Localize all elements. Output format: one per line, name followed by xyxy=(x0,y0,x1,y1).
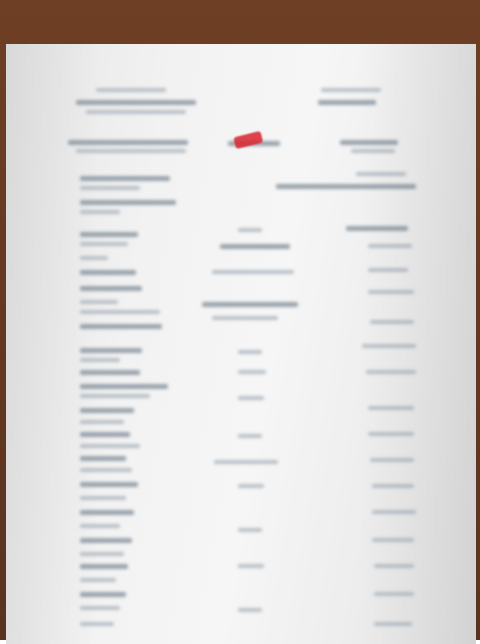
body-line xyxy=(372,538,414,542)
body-line xyxy=(372,510,416,514)
body-line xyxy=(362,344,416,348)
body-line xyxy=(80,496,126,500)
body-line xyxy=(80,468,132,472)
header-left-line xyxy=(96,88,166,92)
body-line xyxy=(238,484,264,488)
body-line xyxy=(366,370,416,374)
logo-mark xyxy=(233,131,263,149)
subheader-left xyxy=(68,140,188,145)
body-line xyxy=(80,200,176,205)
body-line xyxy=(80,300,118,304)
body-line xyxy=(80,256,108,260)
subheader-right xyxy=(340,140,398,145)
body-line xyxy=(374,622,412,626)
body-line xyxy=(80,384,168,389)
body-line xyxy=(374,564,414,568)
body-line xyxy=(370,458,414,462)
body-line xyxy=(80,176,170,181)
header-left-line xyxy=(76,100,196,105)
body-line xyxy=(238,396,264,400)
body-line xyxy=(80,578,116,582)
body-line xyxy=(372,484,414,488)
body-line xyxy=(368,268,408,272)
body-line xyxy=(202,302,298,307)
body-line xyxy=(80,622,114,626)
body-line xyxy=(80,310,160,314)
printed-document-page xyxy=(6,44,476,644)
body-line xyxy=(212,316,278,320)
body-line xyxy=(238,434,262,438)
body-line xyxy=(368,432,414,436)
body-line xyxy=(276,184,416,189)
body-line xyxy=(80,324,162,329)
body-line xyxy=(80,552,124,556)
body-line xyxy=(80,358,120,362)
body-line xyxy=(80,186,140,190)
body-line xyxy=(346,226,408,231)
header-right-line xyxy=(318,100,376,105)
body-line xyxy=(238,528,262,532)
body-line xyxy=(80,432,130,437)
body-line xyxy=(220,244,290,249)
subheader-right xyxy=(351,149,395,153)
body-line xyxy=(80,524,120,528)
red-brand-logo-icon xyxy=(232,127,264,151)
body-line xyxy=(80,564,128,569)
body-line xyxy=(80,420,124,424)
body-line xyxy=(368,290,414,294)
body-line xyxy=(80,242,128,246)
body-line xyxy=(238,608,262,612)
body-line xyxy=(374,592,414,596)
body-line xyxy=(80,592,126,597)
body-line xyxy=(80,270,136,275)
body-line xyxy=(238,564,264,568)
body-line xyxy=(214,460,278,464)
header-left-line xyxy=(86,110,186,114)
body-line xyxy=(80,408,134,413)
body-line xyxy=(80,482,138,487)
body-line xyxy=(80,232,138,237)
subheader-left xyxy=(76,149,186,153)
body-line xyxy=(80,370,140,375)
body-line xyxy=(80,538,132,543)
body-line xyxy=(238,228,262,232)
body-line xyxy=(212,270,294,274)
body-line xyxy=(238,350,262,354)
body-line xyxy=(80,348,142,353)
body-line xyxy=(80,510,134,515)
body-line xyxy=(80,444,140,448)
body-line xyxy=(80,286,142,291)
body-line xyxy=(80,210,120,214)
body-line xyxy=(368,244,412,248)
body-line xyxy=(356,172,406,176)
body-line xyxy=(80,394,150,398)
body-line xyxy=(370,320,414,324)
header-right-line xyxy=(321,88,381,92)
body-line xyxy=(80,456,126,461)
body-line xyxy=(368,406,414,410)
body-line xyxy=(238,370,266,374)
body-line xyxy=(80,606,120,610)
